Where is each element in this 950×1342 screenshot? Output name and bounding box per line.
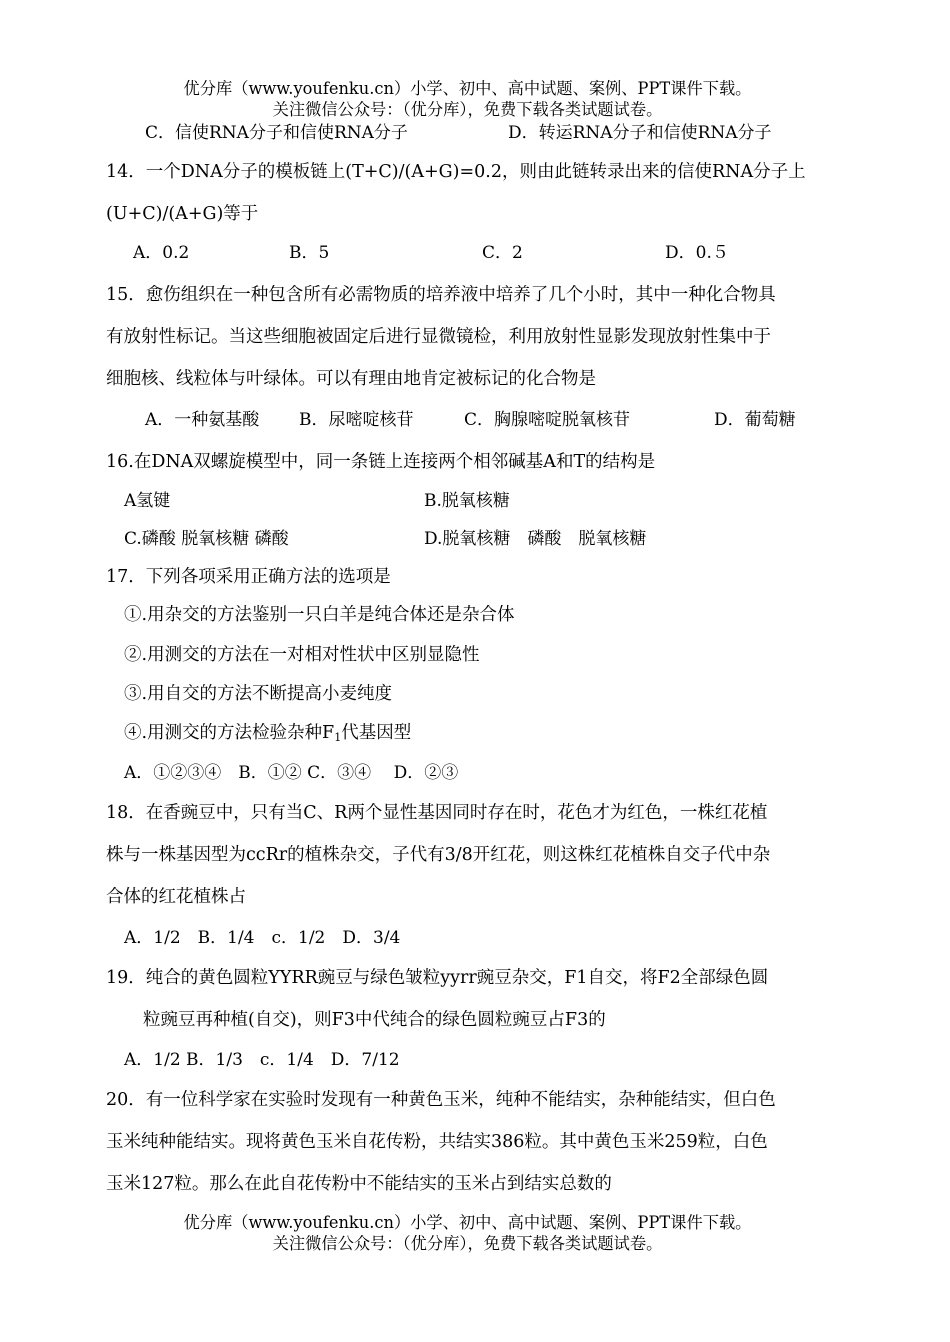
q19-stem-line-2: 粒豌豆再种植(自交)，则F3中代纯合的绿色圆粒豌豆占F3的 bbox=[143, 1010, 606, 1030]
q13-option-d: D．转运RNA分子和信使RNA分子 bbox=[508, 123, 772, 143]
q16-option-b: B.脱氧核糖 bbox=[424, 491, 510, 511]
q17-stem: 17．下列各项采用正确方法的选项是 bbox=[106, 567, 391, 587]
q15-stem-line-3: 细胞核、线粒体与叶绿体。可以有理由地肯定被标记的化合物是 bbox=[106, 369, 596, 389]
q14-option-c: C．2 bbox=[482, 243, 523, 263]
q14-option-a: A．0.2 bbox=[133, 243, 190, 263]
q18-stem-line-3: 合体的红花植株占 bbox=[106, 887, 246, 907]
q13-option-c: C．信使RNA分子和信使RNA分子 bbox=[145, 123, 408, 143]
q15-option-d: D．葡萄糖 bbox=[714, 410, 796, 430]
q17-item-2: ②.用测交的方法在一对相对性状中区别显隐性 bbox=[124, 645, 480, 665]
footer-line-1: 优分库（www.youfenku.cn）小学、初中、高中试题、案例、PPT课件下载。 bbox=[183, 1213, 752, 1232]
q19-stem-line-1: 19．纯合的黄色圆粒YYRR豌豆与绿色皱粒yyrr豌豆杂交，F1自交，将F2全部绿色圆 bbox=[106, 968, 769, 988]
q15-option-a: A．一种氨基酸 bbox=[145, 410, 260, 430]
q15-option-b: B．尿嘧啶核苷 bbox=[299, 410, 414, 430]
q14-stem-line-1: 14．一个DNA分子的模板链上(T+C)/(A+G)=0.2，则由此链转录出来的信使RNA分子上 bbox=[106, 162, 806, 182]
q16-option-c: C.磷酸 脱氧核糖 磷酸 bbox=[124, 529, 289, 549]
q18-options: A．1/2 B．1/4 c．1/2 D．3/4 bbox=[124, 928, 401, 948]
header-line-2: 关注微信公众号：（优分库），免费下载各类试题试卷。 bbox=[272, 100, 663, 119]
q18-stem-line-2: 株与一株基因型为ccRr的植株杂交，子代有3/8开红花，则这株红花植株自交子代中杂 bbox=[106, 845, 771, 865]
q17-options: A．①②③④ B．①② C．③④ D．②③ bbox=[124, 763, 459, 783]
q14-option-d: D．0.５ bbox=[665, 243, 729, 263]
q15-stem-line-2: 有放射性标记。当这些细胞被固定后进行显微镜检，利用放射性显影发现放射性集中于 bbox=[106, 327, 771, 347]
q17-item-4-tail: 代基因型 bbox=[341, 723, 412, 743]
q17-item-3: ③.用自交的方法不断提高小麦纯度 bbox=[124, 684, 393, 704]
q18-stem-line-1: 18．在香豌豆中，只有当C、R两个显性基因同时存在时，花色才为红色，一株红花植 bbox=[106, 803, 768, 823]
q20-stem-line-2: 玉米纯种能结实。现将黄色玉米自花传粉，共结实386粒。其中黄色玉米259粒，白色 bbox=[106, 1132, 768, 1152]
q20-stem-line-1: 20．有一位科学家在实验时发现有一种黄色玉米，纯种不能结实，杂种能结实，但白色 bbox=[106, 1090, 776, 1110]
q19-options: A．1/2 B．1/3 c．1/4 D．7/12 bbox=[124, 1050, 400, 1070]
footer-line-2: 关注微信公众号：（优分库），免费下载各类试题试卷。 bbox=[272, 1234, 663, 1253]
q14-option-b: B．5 bbox=[289, 243, 330, 263]
header-line-1: 优分库（www.youfenku.cn）小学、初中、高中试题、案例、PPT课件下载。 bbox=[183, 79, 752, 98]
q20-stem-line-3: 玉米127粒。那么在此自花传粉中不能结实的玉米占到结实总数的 bbox=[106, 1174, 612, 1194]
q15-option-c: C．胸腺嘧啶脱氧核苷 bbox=[464, 410, 631, 430]
q16-option-d: D.脱氧核糖 磷酸 脱氧核糖 bbox=[424, 529, 647, 549]
q16-option-a: A氢键 bbox=[124, 491, 171, 511]
q15-stem-line-1: 15．愈伤组织在一种包含所有必需物质的培养液中培养了几个小时，其中一种化合物具 bbox=[106, 285, 776, 305]
q14-stem-line-2: (U+C)/(A+G)等于 bbox=[106, 204, 259, 224]
q17-item-4-subscript: 1 bbox=[334, 731, 342, 744]
q17-item-1: ①.用杂交的方法鉴别一只白羊是纯合体还是杂合体 bbox=[124, 605, 515, 625]
q17-item-4 bbox=[124, 721, 411, 750]
q16-stem: 16.在DNA双螺旋模型中，同一条链上连接两个相邻碱基A和T的结构是 bbox=[106, 452, 656, 472]
q17-item-4-main: ④.用测交的方法检验杂种F bbox=[124, 723, 335, 743]
